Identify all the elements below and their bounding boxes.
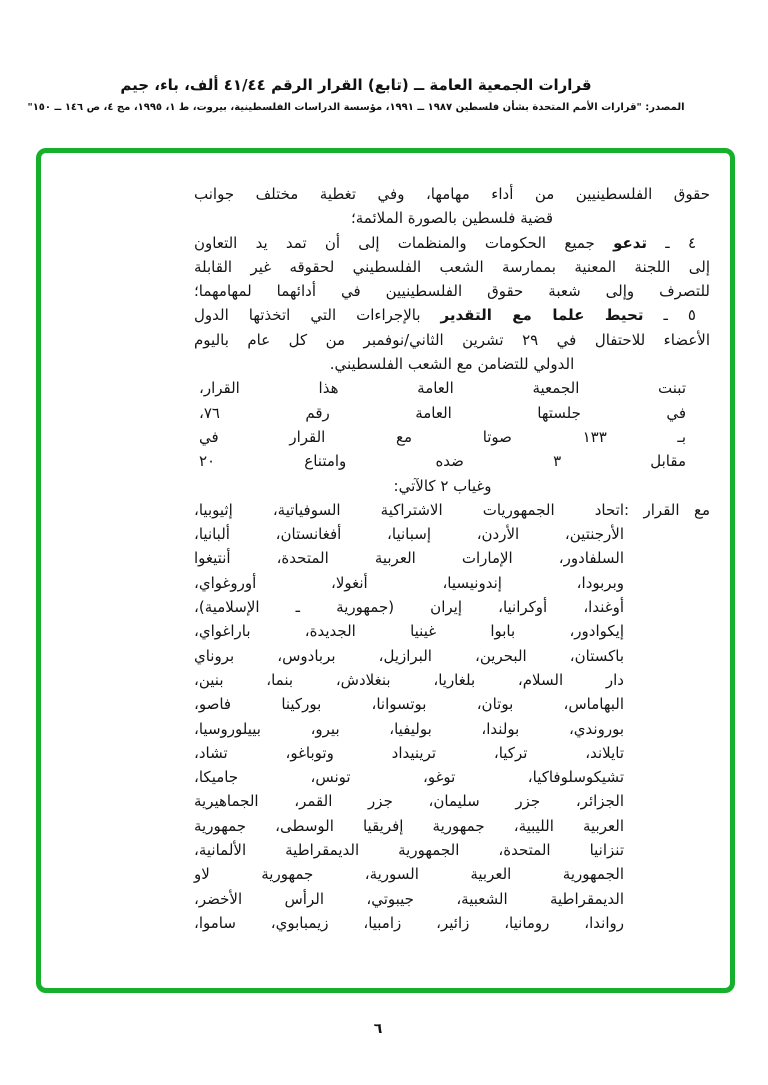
- operative-verb: تدعو: [613, 233, 648, 252]
- country-list: [194, 498, 624, 935]
- country-list-line: وبربودا، إندونيسيا، أنغولا، أوروغواي،: [194, 573, 624, 592]
- text-line: الدولي للتضامن مع الشعب الفلسطيني.: [329, 355, 575, 374]
- country-list-line: اتحاد الجمهوريات الاشتراكية السوفياتية، إثيوبيا،: [194, 500, 624, 519]
- document-body: [194, 182, 710, 935]
- tally-line: بـ ١٣٣ صوتا مع القرار في: [199, 427, 686, 446]
- country-list-line: الجزائر، جزر سليمان، جزر القمر، الجماهيرية: [194, 792, 624, 811]
- operative-verb: تحيط علما مع التقدير: [440, 306, 644, 325]
- text-line: حقوق الفلسطينيين من أداء مهامها، وفي تغطية مختلف جوانب: [194, 185, 710, 203]
- country-list-line: الديمقراطية الشعبية، جيبوتي، الرأس الأخضر،: [194, 889, 624, 908]
- vote-for-label: مع القرار :: [624, 500, 710, 519]
- country-list-line: إيكوادور، بابوا غينيا الجديدة، باراغواي،: [194, 622, 624, 641]
- adoption-note: [199, 376, 686, 497]
- text-line: قضية فلسطين بالصورة الملائمة؛: [350, 209, 553, 228]
- page-title: قرارات الجمعية العامة ــ (تابع) القرار الرقم ٤١/٤٤ ألف، باء، جيم: [120, 76, 592, 94]
- source-line: المصدر: "قرارات الأمم المتحدة بشأن فلسطين ١٩٨٧ ــ ١٩٩١، مؤسسة الدراسات الفلسطينية، بيروت، ط ١، ١٩٩٥، مج ٤، ص ١٤٦ ــ ١٥٠": [27, 102, 685, 113]
- clause-text: جميع الحكومات والمنظمات إلى أن تمد يد التعاون: [194, 233, 614, 252]
- vote-for-block: [194, 498, 710, 935]
- tally-line: في جلستها العامة رقم ٧٦،: [199, 403, 686, 422]
- tally-line: تبنت الجمعية العامة هذا القرار،: [199, 379, 686, 398]
- text-line: [194, 303, 710, 327]
- country-list-line: تشيكوسلوفاكيا، توغو، تونس، جاميكا،: [194, 768, 624, 787]
- text-line: إلى اللجنة المعنية بممارسة الشعب الفلسطيني لحقوقه غير القابلة: [194, 257, 710, 276]
- country-list-line: بوروندي، بولندا، بوليفيا، بيرو، بييلوروسيا،: [194, 719, 624, 738]
- paragraph-operative-5: [194, 303, 710, 376]
- country-list-line: رواندا، رومانيا، زائير، زامبيا، زيمبابوي، ساموا،: [194, 913, 624, 932]
- country-list-line: تنزانيا المتحدة، الجمهورية الديمقراطية الألمانية،: [194, 841, 624, 860]
- country-list-line: أوغندا، أوكرانيا، إيران (جمهورية ـ الإسلامية)،: [194, 598, 624, 617]
- page-header: [0, 76, 712, 113]
- paragraph-operative-4: [194, 231, 710, 304]
- clause-text: بالإجراءات التي اتخذتها الدول: [194, 306, 441, 325]
- country-list-line: السلفادور، الإمارات العربية المتحدة، أنتيغوا: [194, 549, 624, 568]
- text-line: للتصرف وإلى شعبة حقوق الفلسطينيين في أدائهما لمهامهما؛: [194, 282, 710, 301]
- country-list-line: العربية الليبية، جمهورية إفريقيا الوسطى، جمهورية: [194, 816, 624, 835]
- clause-number: ٥ ـ: [643, 306, 696, 325]
- text-line: الأعضاء للاحتفال في ٢٩ تشرين الثاني/نوفمبر من كل عام باليوم: [194, 330, 710, 349]
- paragraph-continuation: [194, 182, 710, 231]
- tally-line: وغياب ٢ كالآتي:: [393, 476, 492, 495]
- country-list-line: تايلاند، تركيا، ترينيداد وتوباغو، تشاد،: [194, 743, 624, 762]
- text-line: [194, 231, 710, 255]
- clause-number: ٤ ـ: [647, 233, 696, 252]
- country-list-line: باكستان، البحرين، البرازيل، بربادوس، بروناي: [194, 646, 624, 665]
- country-list-line: دار السلام، بلغاريا، بنغلادش، بنما، بنين،: [194, 670, 624, 689]
- country-list-line: البهاماس، بوتان، بوتسوانا، بوركينا فاصو،: [194, 695, 624, 714]
- country-list-line: الأرجنتين، الأردن، إسبانيا، أفغانستان، ألبانيا،: [194, 525, 624, 544]
- tally-line: مقابل ٣ ضده وامتناع ٢٠: [199, 452, 686, 471]
- page-number: ٦: [373, 1021, 383, 1037]
- country-list-line: الجمهورية العربية السورية، جمهورية لاو: [194, 865, 624, 884]
